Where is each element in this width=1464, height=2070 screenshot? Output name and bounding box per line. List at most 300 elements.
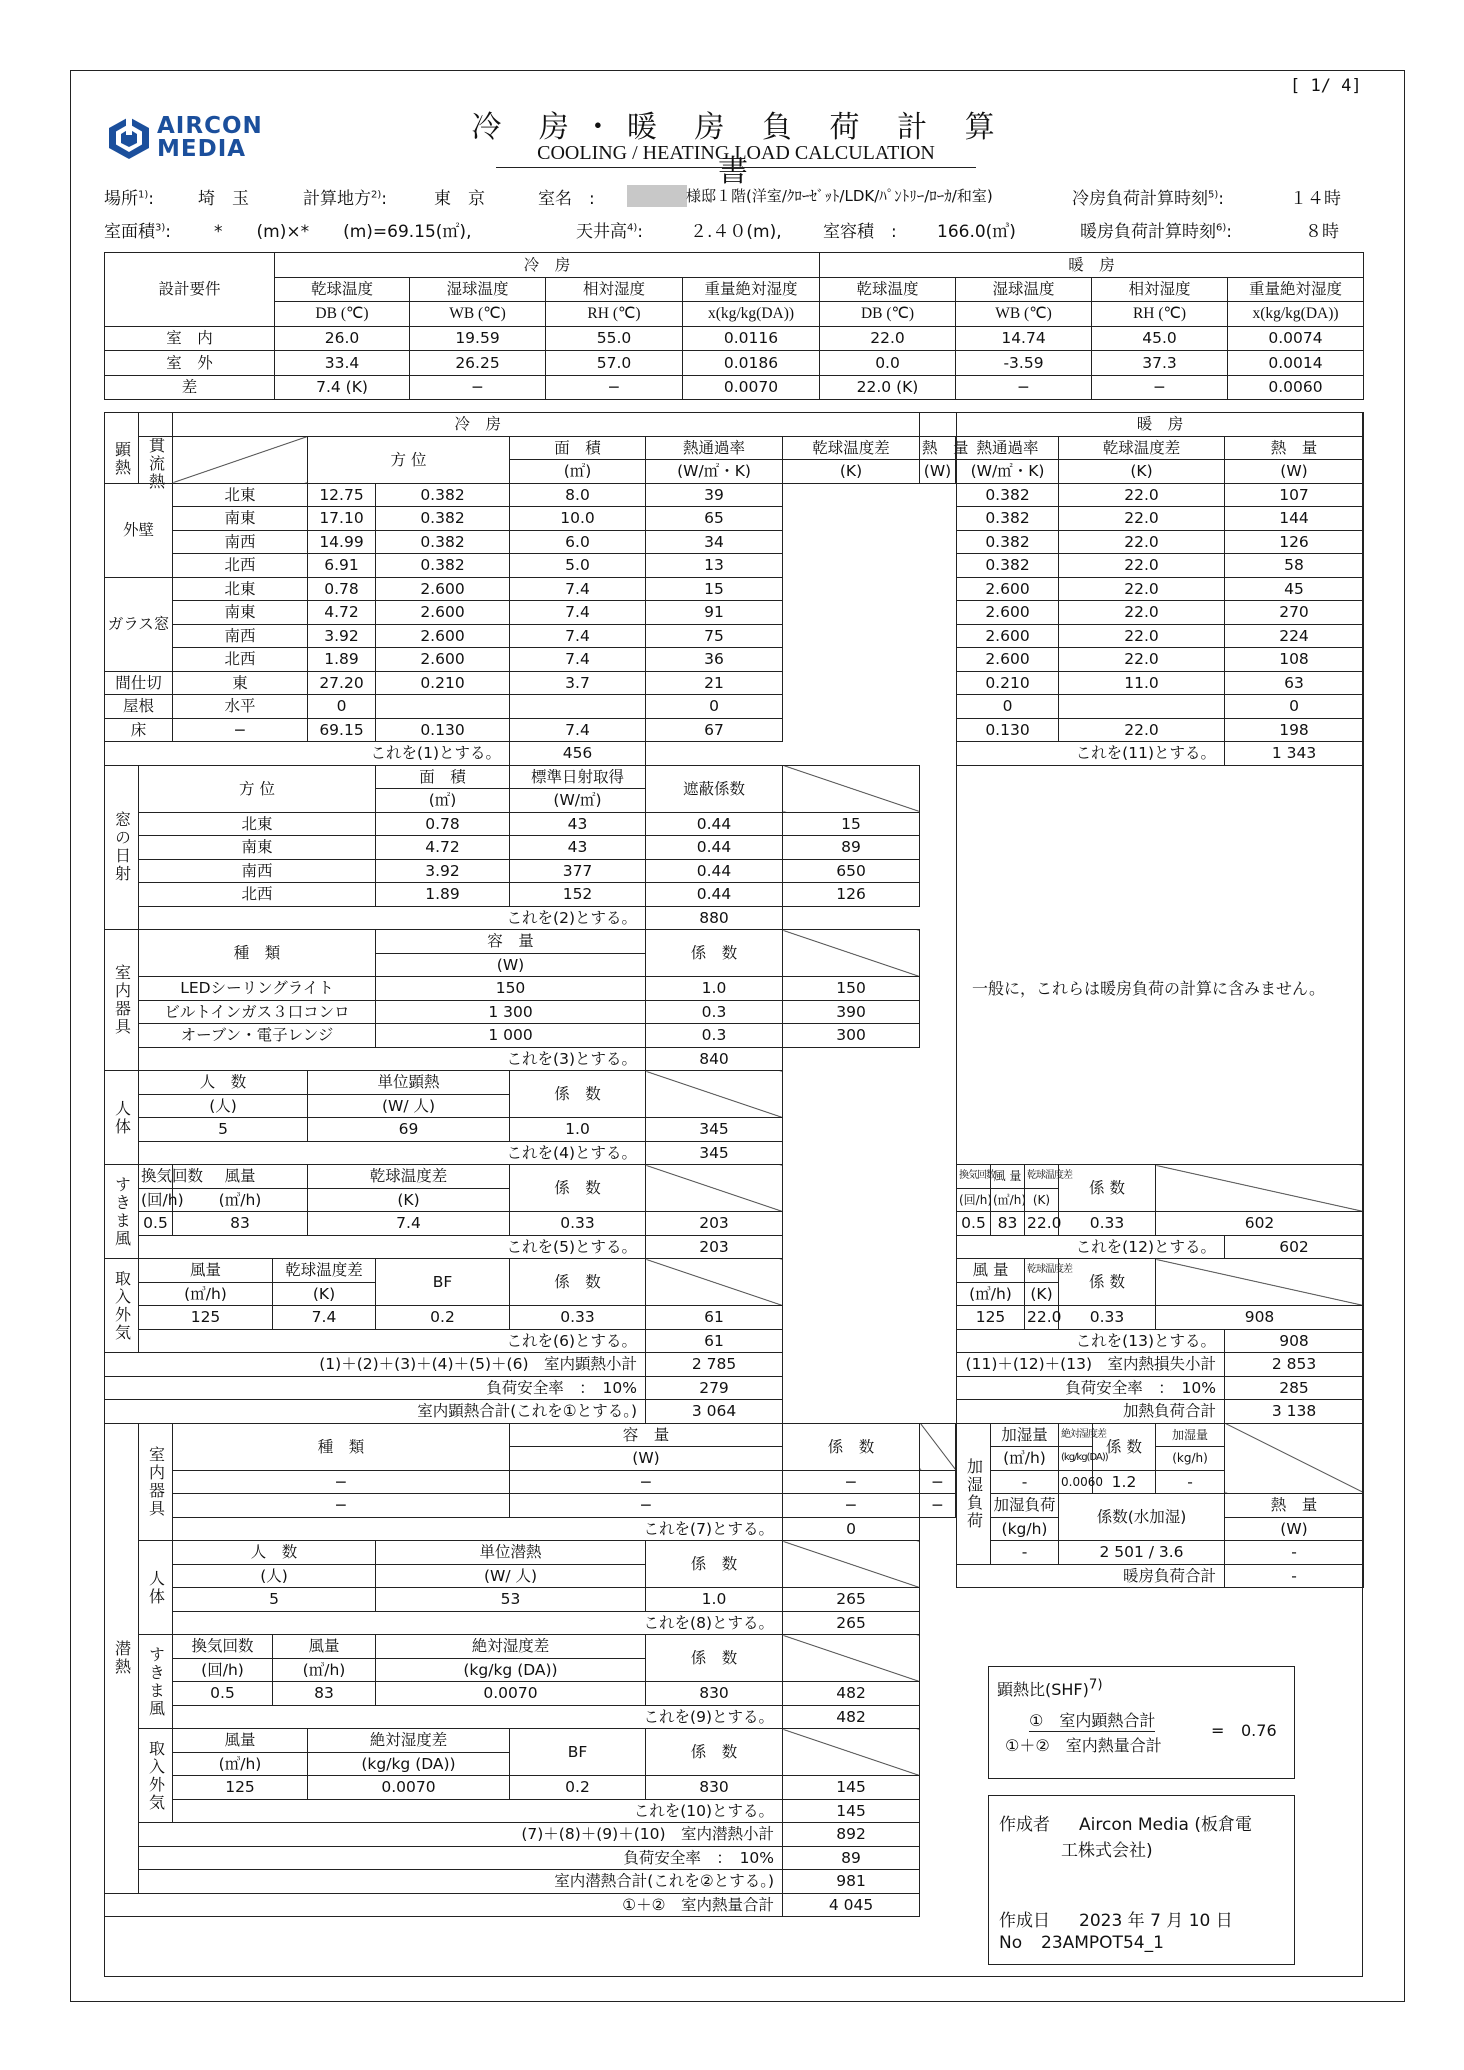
design-value: 0.0 [820, 351, 956, 376]
table-cell: 150 [376, 977, 646, 1001]
table-cell: 39 [646, 483, 783, 507]
table-cell: (㎥/h) [173, 1188, 308, 1212]
table-cell: 換気回数 [173, 1635, 273, 1659]
table-cell: 風 量 [991, 1165, 1025, 1189]
appliance-kind-header: 種 類 [139, 930, 376, 977]
design-conditions-table [104, 252, 1364, 400]
direction: 北東 [173, 483, 308, 507]
table-cell: 107 [1225, 483, 1364, 507]
table-cell: 0.210 [957, 671, 1059, 695]
table-cell [646, 1165, 783, 1212]
floor-label: 床 [105, 718, 173, 742]
appliance-group: 室内器具 [105, 930, 139, 1071]
direction: 南東 [173, 507, 308, 531]
table-cell: 乾球温度差 [1059, 436, 1225, 460]
table-cell: 125 [139, 1306, 273, 1330]
table-cell: 風量 [273, 1635, 376, 1659]
table-cell: (11)＋(12)＋(13) 室内熱損失小計 [957, 1353, 1225, 1377]
table-cell: 加湿量 [1156, 1423, 1225, 1447]
direction: 北西 [173, 554, 308, 578]
table-cell: 2.600 [376, 624, 510, 648]
sum-label: これを(11)とする。 [957, 742, 1225, 766]
design-col-unit: x(kg/kg(DA)) [683, 302, 820, 327]
latent-subtotal: 892 [783, 1823, 920, 1847]
table-cell: (人) [173, 1564, 376, 1588]
table-cell: 0 [646, 695, 783, 719]
table-cell: 0.5 [957, 1212, 991, 1236]
table-cell: 108 [1225, 648, 1364, 672]
tr-k-unit: (W/㎡・K) [646, 460, 783, 484]
latent-subtotal-label: (7)＋(8)＋(9)＋(10) 室内潜熱小計 [139, 1823, 783, 1847]
design-col-header: 湿球温度 [956, 277, 1092, 302]
heat-time-label: 暖房負荷計算時刻$^{6)}$: [1080, 222, 1232, 242]
table-cell: 126 [1225, 530, 1364, 554]
table-cell: 0.382 [957, 530, 1059, 554]
calc-region-value: 東 京 [434, 189, 485, 209]
table-cell: 容 量 [510, 1423, 783, 1447]
table-cell: 熱 量 [1225, 1494, 1364, 1518]
table-cell: 602 [1156, 1212, 1364, 1236]
table-cell: 遮蔽係数 [646, 765, 783, 812]
table-cell: 198 [1225, 718, 1364, 742]
design-value: − [546, 375, 683, 400]
table-cell: 係 数 [1093, 1423, 1156, 1470]
tr-q-header: 熱 量 [920, 436, 956, 460]
table-cell: 0.33 [510, 1306, 646, 1330]
table-cell: 風量 [139, 1259, 273, 1283]
heating-empty-area [957, 765, 1364, 1165]
design-value: 0.0186 [683, 351, 820, 376]
design-value: 26.25 [410, 351, 546, 376]
table-cell: (kg/h) [991, 1517, 1059, 1541]
table-cell: 5.0 [510, 554, 646, 578]
table-cell: 22.0 [1059, 648, 1225, 672]
table-cell: 0.382 [957, 554, 1059, 578]
table-cell: 0.0070 [376, 1682, 646, 1706]
design-value: 0.0074 [1228, 326, 1364, 351]
table-cell: 換気回数 [139, 1165, 173, 1189]
design-value: 26.0 [275, 326, 410, 351]
sum-label: これを(6)とする。 [139, 1329, 646, 1353]
table-cell: (K) [273, 1282, 376, 1306]
table-cell: 係 数 [510, 1071, 646, 1118]
author-label: 作成者 [999, 1815, 1050, 1835]
table-cell [783, 1635, 920, 1682]
table-cell: (W) [376, 953, 646, 977]
author-name-line2: 工株式会社) [1061, 1841, 1153, 1861]
table-cell: 2.600 [957, 648, 1059, 672]
table-cell: 61 [646, 1306, 783, 1330]
table-cell: 22.0 [1059, 530, 1225, 554]
table-cell: 377 [510, 859, 646, 883]
table-cell: 125 [173, 1776, 308, 1800]
table-cell: 14.99 [308, 530, 376, 554]
latent-heat-group: 潜熱 [105, 1423, 139, 1893]
document-title: 冷 房・暖 房 負 荷 計 算 書 [471, 110, 1009, 189]
table-cell: 絶対湿度差 [1059, 1423, 1093, 1447]
design-cooling-header: 冷 房 [275, 253, 820, 278]
table-cell: 0.44 [646, 859, 783, 883]
table-cell: 0.130 [376, 718, 510, 742]
table-cell: 6.0 [510, 530, 646, 554]
solar-dir-header: 方 位 [139, 765, 376, 812]
table-cell [376, 695, 510, 719]
table-cell: (W/ 人) [376, 1564, 646, 1588]
design-heating-header: 暖 房 [820, 253, 1364, 278]
design-col-unit: x(kg/kg(DA)) [1228, 302, 1364, 327]
design-value: 0.0060 [1228, 375, 1364, 400]
room-name-value: 様邸１階(洋室/ｸﾛｰｾﾞｯﾄ/LDK/ﾊﾟﾝﾄﾘｰ/ﾛｰｶ/和室) [686, 187, 993, 205]
design-value: -3.59 [956, 351, 1092, 376]
table-cell: 乾球温度差 [1025, 1259, 1059, 1283]
sum-value: 1 343 [1225, 742, 1364, 766]
table-cell: 0.3 [646, 1024, 783, 1048]
table-cell: 乾球温度差 [273, 1259, 376, 1283]
table-cell: (㎥/h) [957, 1282, 1025, 1306]
sum-label: これを(13)とする。 [957, 1329, 1225, 1353]
table-cell [783, 1729, 920, 1776]
table-cell: (㎥/h) [991, 1188, 1025, 1212]
direction: 南東 [173, 601, 308, 625]
table-cell: (人) [139, 1094, 308, 1118]
heating-header: 暖 房 [957, 413, 1364, 437]
table-cell: 0.44 [646, 836, 783, 860]
design-value: 22.0 (K) [820, 375, 956, 400]
table-cell: 224 [1225, 624, 1364, 648]
table-cell: 53 [376, 1588, 646, 1612]
table-cell: 10.0 [510, 507, 646, 531]
direction: 北東 [139, 812, 376, 836]
doc-no-label: No [999, 1933, 1023, 1953]
table-cell: 3.92 [308, 624, 376, 648]
table-cell [1156, 1165, 1364, 1212]
sum-value: 61 [646, 1329, 783, 1353]
table-cell: 270 [1225, 601, 1364, 625]
table-cell: 0.33 [1059, 1212, 1156, 1236]
table-cell [1225, 1423, 1364, 1494]
table-cell: - [1225, 1541, 1364, 1565]
room-name-label: 室名 : [538, 189, 595, 209]
ceiling-value: ２.４０(m), [690, 222, 782, 242]
table-cell: 人 数 [139, 1071, 308, 1095]
table-cell: 絶対湿度差 [376, 1635, 646, 1659]
table-cell: 22.0 [1025, 1306, 1059, 1330]
table-cell: (㎥/h) [173, 1752, 308, 1776]
design-col-header: 乾球温度 [275, 277, 410, 302]
logo-text-line1: AIRCON [157, 113, 263, 139]
design-col-header: 重量絶対湿度 [683, 277, 820, 302]
design-value: 57.0 [546, 351, 683, 376]
table-cell: 17.10 [308, 507, 376, 531]
design-col-unit: DB (℃) [275, 302, 410, 327]
table-cell: 0.3 [646, 1000, 783, 1024]
sensible-safety: 279 [646, 1376, 783, 1400]
table-cell: 7.4 [510, 577, 646, 601]
table-cell: 12.75 [308, 483, 376, 507]
sensible-total: 3 064 [646, 1400, 783, 1424]
roof-label: 屋根 [105, 695, 173, 719]
direction: 南西 [139, 859, 376, 883]
table-cell: (W) [1225, 460, 1364, 484]
design-col-unit: RH (℃) [1092, 302, 1228, 327]
table-cell: 0.2 [376, 1306, 510, 1330]
table-cell: 0.130 [957, 718, 1059, 742]
calc-region-label: 計算地方$^{2)}$: [303, 189, 387, 209]
table-cell: 係 数 [1059, 1165, 1156, 1212]
direction: 南東 [139, 836, 376, 860]
table-cell: 650 [783, 859, 920, 883]
grand-total: 4 045 [783, 1893, 920, 1917]
table-cell: 2.600 [957, 577, 1059, 601]
table-cell: 2.600 [957, 624, 1059, 648]
table-cell: (W/ 人) [308, 1094, 510, 1118]
design-value: 0.0070 [683, 375, 820, 400]
design-value: 7.4 (K) [275, 375, 410, 400]
table-cell: 13 [646, 554, 783, 578]
design-value: 22.0 [820, 326, 956, 351]
table-cell: 3.92 [376, 859, 510, 883]
table-cell: 7.4 [510, 718, 646, 742]
logo-text-line2: MEDIA [157, 136, 247, 162]
table-cell: 830 [646, 1682, 783, 1706]
direction: 北東 [173, 577, 308, 601]
table-cell: (W) [1225, 1517, 1364, 1541]
table-cell: 2.600 [957, 601, 1059, 625]
area-label: 室面積$^{3)}$: [104, 222, 171, 242]
table-cell: 0.78 [376, 812, 510, 836]
direction: 北西 [139, 883, 376, 907]
table-cell: 面 積 [376, 765, 510, 789]
table-cell: 27.20 [308, 671, 376, 695]
table-cell: 0.0070 [308, 1776, 510, 1800]
sensible-safety-label: 負荷安全率 ： 10% [105, 1376, 646, 1400]
table-cell: (回/h) [957, 1188, 991, 1212]
table-cell: 4.72 [376, 836, 510, 860]
design-value: 55.0 [546, 326, 683, 351]
table-cell: (㎥/h) [273, 1658, 376, 1682]
design-value: 0.0116 [683, 326, 820, 351]
sum-label: これを(8)とする。 [173, 1611, 783, 1635]
table-cell: 22.0 [1059, 483, 1225, 507]
table-cell: (K) [1059, 460, 1225, 484]
redacted-name-block [627, 185, 687, 207]
table-cell: − [173, 1470, 510, 1494]
table-cell: 1.2 [1093, 1470, 1156, 1494]
table-cell: 7.4 [308, 1212, 510, 1236]
table-cell: 係 数 [783, 1423, 920, 1470]
table-cell: 0.210 [376, 671, 510, 695]
direction: 北西 [173, 648, 308, 672]
table-cell: 係数(水加湿) [1059, 1494, 1225, 1541]
table-cell [510, 695, 646, 719]
table-cell: − [510, 1470, 783, 1494]
heating-load-table [956, 412, 1364, 1588]
table-cell: (kg/kg (DA)) [308, 1752, 510, 1776]
table-cell: 34 [646, 530, 783, 554]
latent-total: 981 [783, 1870, 920, 1894]
table-cell: 1.89 [376, 883, 510, 907]
table-cell: 126 [783, 883, 920, 907]
design-value: − [956, 375, 1092, 400]
table-cell: 0 [957, 695, 1059, 719]
sum-label: これを(9)とする。 [173, 1705, 783, 1729]
sensible-total-label: 室内顕熱合計(これを①とする。) [105, 1400, 646, 1424]
document-subtitle: COOLING / HEATING LOAD CALCULATION [496, 142, 976, 168]
table-cell: 1.0 [646, 1588, 783, 1612]
cool-time-label: 冷房負荷計算時刻$^{5)}$: [1072, 189, 1224, 209]
table-cell: 2 853 [1225, 1353, 1364, 1377]
table-cell: 0.382 [376, 483, 510, 507]
table-cell: 21 [646, 671, 783, 695]
table-cell: 7.4 [510, 601, 646, 625]
latent-safety: 89 [783, 1846, 920, 1870]
table-cell: 22.0 [1059, 507, 1225, 531]
design-label: 設計要件 [105, 253, 275, 327]
table-cell: 絶対湿度差 [308, 1729, 510, 1753]
table-cell: 22.0 [1025, 1212, 1059, 1236]
sensible-subtotal: 2 785 [646, 1353, 783, 1377]
table-cell: 89 [783, 836, 920, 860]
tr-dt-unit: (K) [783, 460, 920, 484]
table-cell: 11.0 [1059, 671, 1225, 695]
table-cell: 67 [646, 718, 783, 742]
design-value: 33.4 [275, 351, 410, 376]
table-cell: 1.89 [308, 648, 376, 672]
tr-area-header: 面 積 [510, 436, 646, 460]
glass-label: ガラス窓 [105, 577, 173, 671]
direction: 東 [173, 671, 308, 695]
table-cell: − [173, 1494, 510, 1518]
table-cell: 125 [957, 1306, 1025, 1330]
table-cell: 908 [1156, 1306, 1364, 1330]
tr-k-header: 熱通過率 [646, 436, 783, 460]
table-cell: 0.382 [957, 483, 1059, 507]
table-cell: 係 数 [646, 1541, 783, 1588]
table-cell [646, 1259, 783, 1306]
latent-appliance-group: 室内器具 [139, 1423, 173, 1541]
sum-label: これを(10)とする。 [173, 1799, 783, 1823]
tr-dt-header: 乾球温度差 [783, 436, 920, 460]
wall-label: 外壁 [105, 483, 173, 577]
table-cell [783, 765, 920, 812]
table-cell: - [1156, 1470, 1225, 1494]
table-cell: 1.0 [510, 1118, 646, 1142]
table-cell: 2 501 / 3.6 [1059, 1541, 1225, 1565]
table-cell: 0 [308, 695, 376, 719]
table-cell [920, 1423, 956, 1470]
tr-q-unit: (W) [920, 460, 956, 484]
sum-value: 265 [783, 1611, 920, 1635]
sum-value: 0 [783, 1517, 920, 1541]
table-cell: 0.382 [376, 554, 510, 578]
design-value: − [1092, 375, 1228, 400]
sum-label: これを(4)とする。 [139, 1141, 646, 1165]
table-cell: 285 [1225, 1376, 1364, 1400]
design-value: 14.74 [956, 326, 1092, 351]
design-col-unit: WB (℃) [410, 302, 546, 327]
table-cell: 2.600 [376, 601, 510, 625]
outdoor-air-group: 取入外気 [105, 1259, 139, 1353]
table-cell: - [991, 1541, 1059, 1565]
sum-label: これを(5)とする。 [139, 1235, 646, 1259]
design-col-unit: RH (℃) [546, 302, 683, 327]
date-value: 2023 年 7 月 10 日 [1079, 1911, 1233, 1931]
shf-numerator: ① 室内顕熱合計 [1029, 1708, 1155, 1732]
table-cell: 0.33 [510, 1212, 646, 1236]
appliance-name: ビルトインガス３口コンロ [139, 1000, 376, 1024]
table-cell: 145 [783, 1776, 920, 1800]
table-cell: 係 数 [646, 1729, 783, 1776]
design-value: 19.59 [410, 326, 546, 351]
latent-total-label: 室内潜熱合計(これを②とする。) [139, 1870, 783, 1894]
table-cell: 22.0 [1059, 624, 1225, 648]
table-cell: 83 [991, 1212, 1025, 1236]
page-number: [ 1/ 4] [1290, 76, 1362, 96]
humidification-group: 加湿負荷 [957, 1423, 991, 1564]
table-cell: BF [510, 1729, 646, 1776]
table-cell: 91 [646, 601, 783, 625]
volume-label: 室容積 : [823, 222, 897, 242]
table-cell: 43 [510, 836, 646, 860]
table-cell: (kg/h) [1156, 1447, 1225, 1471]
table-cell: 45 [1225, 577, 1364, 601]
cooling-header: 冷 房 [173, 413, 783, 437]
table-cell: (回/h) [173, 1658, 273, 1682]
table-cell: 22.0 [1059, 718, 1225, 742]
sensible-heat-group: 顕熱 [105, 436, 139, 483]
shf-value: 0.76 [1241, 1721, 1277, 1740]
table-cell: 75 [646, 624, 783, 648]
design-col-header: 乾球温度 [820, 277, 956, 302]
table-cell: 15 [646, 577, 783, 601]
latent-people-group: 人体 [139, 1541, 173, 1635]
design-row-label: 室 外 [105, 351, 275, 376]
design-value: 45.0 [1092, 326, 1228, 351]
table-cell: 1 300 [376, 1000, 646, 1024]
table-cell: 熱通過率 [957, 436, 1059, 460]
table-cell: − [783, 1470, 920, 1494]
direction: 水平 [173, 695, 308, 719]
table-cell: 係 数 [1059, 1259, 1156, 1306]
table-cell: 69 [308, 1118, 510, 1142]
table-cell: 83 [273, 1682, 376, 1706]
sum-label: これを(1)とする。 [105, 742, 510, 766]
table-cell [1059, 695, 1225, 719]
design-col-unit: WB (℃) [956, 302, 1092, 327]
company-logo [107, 115, 282, 161]
sum-value: 345 [646, 1141, 783, 1165]
table-cell: (K) [1025, 1188, 1059, 1212]
table-cell: (kg/kg (DA)) [376, 1658, 646, 1682]
latent-infiltration-group: すきま風 [139, 1635, 173, 1729]
place-label: 場所$^{1)}$: [104, 189, 154, 209]
table-cell: 1.0 [646, 977, 783, 1001]
table-cell: 22.0 [1059, 601, 1225, 625]
table-cell: 標準日射取得 [510, 765, 646, 789]
ceiling-label: 天井高$^{4)}$: [576, 222, 643, 242]
table-cell: 単位顕熱 [308, 1071, 510, 1095]
table-cell: 係 数 [646, 1635, 783, 1682]
table-cell: 7.4 [510, 624, 646, 648]
direction: − [173, 718, 308, 742]
sum-label: これを(2)とする。 [139, 906, 646, 930]
table-cell: (㎥/h) [139, 1282, 273, 1306]
table-cell: 換気回数 [957, 1165, 991, 1189]
table-cell: 830 [646, 1776, 783, 1800]
design-col-header: 重量絶対湿度 [1228, 277, 1364, 302]
table-cell: 加湿負荷 [991, 1494, 1059, 1518]
logo-icon [107, 115, 151, 161]
